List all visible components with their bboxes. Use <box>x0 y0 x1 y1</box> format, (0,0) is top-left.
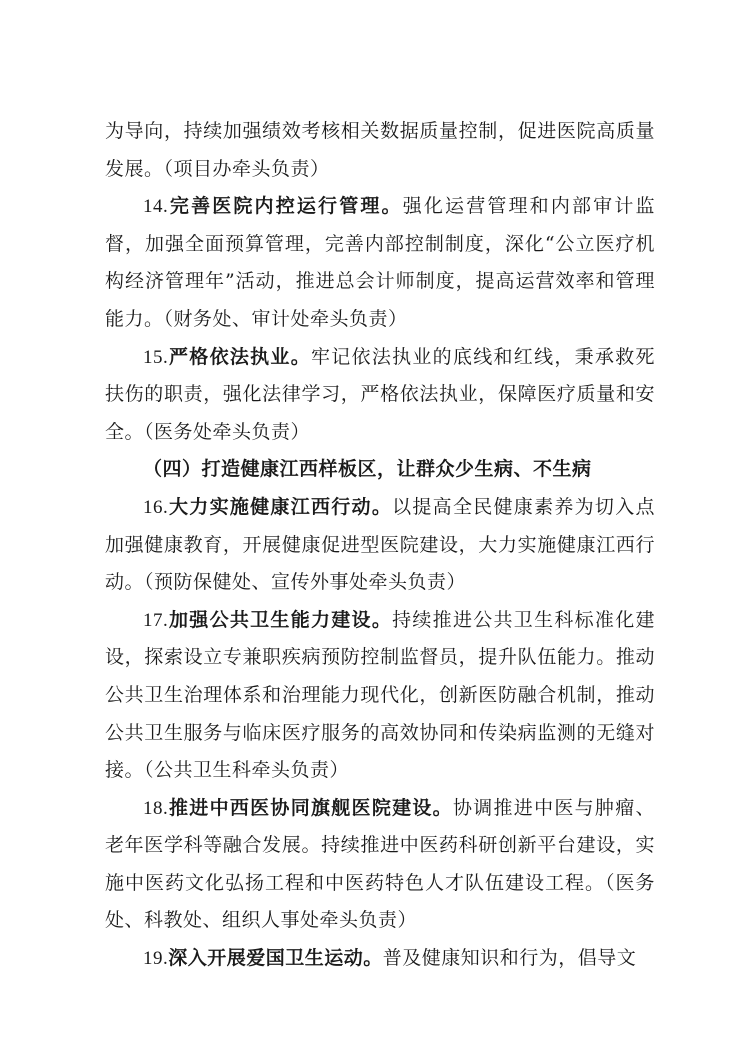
item-title: 严格依法执业。 <box>168 345 311 368</box>
item-body: 普及健康知识和行为，倡导文 <box>382 947 637 970</box>
item-title: 推进中西医协同旗舰医院建设。 <box>168 796 453 819</box>
item-15-paragraph <box>105 339 655 452</box>
item-body: 以提高全民健康素养为切入点加强健康教育，开展健康促进型医院建设，大力实施健康江西行动。（预防保健处、宣传外事处牵头负责） <box>105 495 655 594</box>
item-title: 完善医院内控运行管理。 <box>168 195 403 218</box>
document-body <box>105 113 655 978</box>
item-number: 16. <box>143 496 169 518</box>
item-body: 持续推进公共卫生科标准化建设，探索设立专兼职疾病预防控制监督员，提升队伍能力。推动公共卫生治理体系和治理能力现代化，创新医防融合机制，推动公共卫生服务与临床医疗服务的高效协同和传染病监测的无缝对接。（公共卫生科牵头负责） <box>105 608 655 782</box>
item-16-paragraph <box>105 489 655 602</box>
item-19-paragraph <box>105 940 655 978</box>
item-body: 牢记依法执业的底线和红线，秉承救死扶伤的职责，强化法律学习，严格依法执业，保障医疗质量和安全。（医务处牵头负责） <box>105 345 655 443</box>
item-number: 14. <box>143 196 169 218</box>
item-17-paragraph <box>105 602 655 790</box>
item-title: 深入开展爱国卫生运动。 <box>168 947 383 970</box>
section-heading: （四）打造健康江西样板区，让群众少生病、不生病 <box>143 458 592 481</box>
item-18-paragraph <box>105 790 655 940</box>
item-body: 强化运营管理和内部审计监督，加强全面预算管理，完善内部控制制度，深化“公立医疗机构经济管理年”活动，推进总会计师制度，提高运营效率和管理能力。（财务处、审计处牵头负责） <box>105 195 655 330</box>
item-number: 15. <box>143 346 169 368</box>
item-body: 协调推进中医与肿瘤、老年医学科等融合发展。持续推进中医药科研创新平台建设，实施中医药文化弘扬工程和中医药特色人才队伍建设工程。（医务处、科教处、组织人事处牵头负责） <box>105 796 655 932</box>
item-14-paragraph <box>105 188 655 338</box>
item-number: 17. <box>143 609 169 631</box>
item-title: 大力实施健康江西行动。 <box>168 495 393 518</box>
item-title: 加强公共卫生能力建设。 <box>168 608 393 631</box>
item-number: 18. <box>143 797 169 819</box>
item-number: 19. <box>143 948 169 970</box>
continuation-paragraph: 为导向，持续加强绩效考核相关数据质量控制，促进医院高质量发展。（项目办牵头负责） <box>105 120 655 180</box>
